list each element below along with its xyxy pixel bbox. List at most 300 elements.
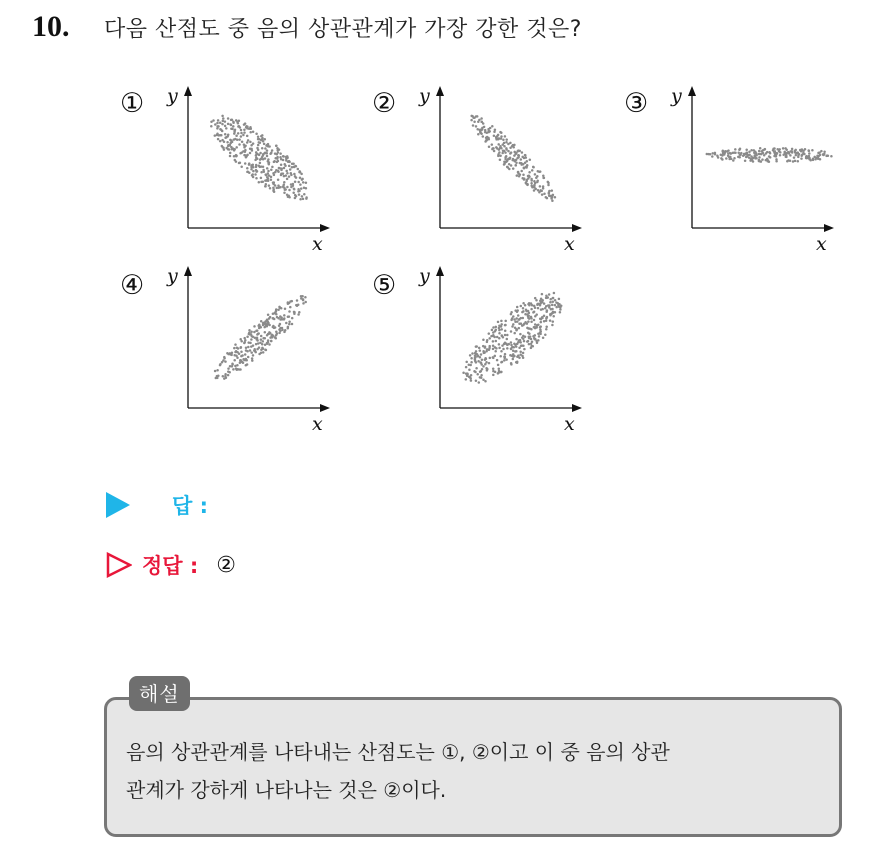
scatter-point <box>302 298 305 301</box>
scatter-point <box>229 365 232 368</box>
scatter-point <box>238 162 241 165</box>
scatter-point <box>297 188 300 191</box>
scatter-point <box>763 154 766 157</box>
scatter-point <box>470 361 473 364</box>
scatter-point <box>541 193 544 196</box>
scatter-point <box>269 336 272 339</box>
scatter-point <box>224 136 227 139</box>
explanation-line-2: 관계가 강하게 나타나는 것은 ②이다. <box>126 778 447 802</box>
scatter-point <box>481 127 484 129</box>
scatter-point <box>494 350 497 353</box>
scatter-point <box>475 115 478 118</box>
scatter-points <box>706 147 833 163</box>
scatter-point <box>285 170 288 173</box>
scatter-point <box>553 292 556 295</box>
scatter-point <box>487 130 490 133</box>
scatter-point <box>236 368 239 371</box>
scatter-point <box>482 379 485 382</box>
scatter-point <box>481 358 484 361</box>
scatter-point <box>275 331 278 334</box>
scatter-point <box>544 307 547 310</box>
scatter-point <box>250 331 253 334</box>
scatter-point <box>239 368 242 371</box>
scatter-point <box>471 352 474 355</box>
scatter-point <box>214 134 217 137</box>
scatter-point <box>296 299 299 302</box>
scatter-point <box>505 155 508 158</box>
scatter-point <box>720 153 723 156</box>
scatter-point <box>298 171 301 174</box>
scatter-point <box>503 150 506 153</box>
scatter-point <box>249 147 252 150</box>
scatter-point <box>275 169 278 172</box>
scatter-point <box>475 353 478 356</box>
scatter-point <box>258 323 261 326</box>
scatter-point <box>499 131 502 134</box>
scatter-point <box>502 139 505 142</box>
scatter-point <box>559 311 562 314</box>
scatter-point <box>506 338 509 341</box>
scatter-point <box>759 147 762 150</box>
scatter-point <box>268 343 271 346</box>
scatter-point <box>515 328 518 331</box>
filled-triangle-icon <box>106 492 130 518</box>
scatter-point <box>288 321 291 324</box>
scatter-point <box>552 301 555 304</box>
scatter-point <box>528 332 531 335</box>
scatter-point <box>240 340 243 343</box>
scatter-point <box>798 153 801 156</box>
scatter-point <box>223 148 226 151</box>
scatter-point <box>548 304 551 307</box>
scatter-point <box>257 342 260 345</box>
scatter-point <box>284 307 287 310</box>
scatter-point <box>260 181 263 184</box>
scatter-points <box>214 295 307 380</box>
scatter-point <box>778 150 781 153</box>
scatter-point <box>289 306 292 309</box>
scatter-point <box>754 157 757 160</box>
scatter-point <box>731 152 734 155</box>
answer-blank-label: 답 : <box>172 494 208 518</box>
scatter-point <box>279 152 282 155</box>
scatter-point <box>495 326 498 329</box>
y-axis-label: y <box>419 265 430 287</box>
scatter-point <box>513 332 516 335</box>
scatter-point <box>503 343 506 346</box>
scatter-plot-3 <box>671 85 884 268</box>
scatter-point <box>479 349 482 352</box>
scatter-point <box>524 321 527 324</box>
scatter-point <box>480 374 483 377</box>
scatter-point <box>497 364 500 367</box>
scatter-point <box>788 152 791 155</box>
explanation-tag: 해설 <box>129 676 190 711</box>
scatter-point <box>249 131 252 134</box>
scatter-point <box>268 332 271 335</box>
scatter-point <box>519 350 522 353</box>
scatter-point <box>226 352 229 355</box>
scatter-point <box>229 123 232 126</box>
scatter-point <box>526 165 529 168</box>
scatter-point <box>232 368 235 371</box>
scatter-point <box>285 322 288 325</box>
scatter-point <box>259 158 262 161</box>
scatter-point <box>819 158 822 161</box>
scatter-point <box>496 336 499 339</box>
scatter-point <box>275 145 278 148</box>
scatter-point <box>253 325 256 328</box>
scatter-point <box>260 177 263 180</box>
scatter-point <box>264 185 267 188</box>
scatter-point <box>773 155 776 158</box>
scatter-point <box>262 153 265 156</box>
scatter-point <box>294 181 297 184</box>
x-axis-label: x <box>816 233 827 255</box>
scatter-point <box>734 148 737 151</box>
scatter-point <box>291 166 294 169</box>
scatter-point <box>519 353 522 356</box>
scatter-point <box>538 171 541 174</box>
scatter-point <box>251 149 254 152</box>
scatter-point <box>245 346 248 349</box>
scatter-point <box>274 152 277 155</box>
scatter-point <box>498 327 501 330</box>
scatter-point <box>709 153 712 156</box>
scatter-point <box>733 157 736 160</box>
scatter-point <box>539 189 542 192</box>
scatter-point <box>532 345 535 348</box>
scatter-point <box>498 337 501 340</box>
scatter-point <box>217 119 220 122</box>
scatter-point <box>548 190 551 193</box>
scatter-point <box>795 154 798 157</box>
scatter-point <box>549 301 552 304</box>
scatter-point <box>500 328 503 331</box>
scatter-point <box>518 357 521 360</box>
scatter-point <box>512 358 515 361</box>
scatter-point <box>523 340 526 343</box>
scatter-point <box>305 182 308 185</box>
scatter-point <box>237 122 240 125</box>
scatter-point <box>516 309 519 312</box>
scatter-point <box>485 136 488 139</box>
scatter-plot-1-svg <box>167 85 340 258</box>
scatter-point <box>554 196 557 199</box>
scatter-point <box>544 334 547 337</box>
scatter-point <box>720 157 723 160</box>
scatter-point <box>540 308 543 311</box>
scatter-point <box>234 159 237 162</box>
scatter-point <box>304 301 307 304</box>
scatter-point <box>545 325 548 328</box>
scatter-point <box>244 144 247 147</box>
scatter-point <box>479 356 482 359</box>
scatter-point <box>479 371 482 374</box>
scatter-point <box>269 316 272 319</box>
scatter-point <box>297 313 300 316</box>
scatter-point <box>517 171 520 174</box>
scatter-point <box>762 149 765 152</box>
scatter-point <box>259 152 262 155</box>
scatter-point <box>552 315 555 318</box>
scatter-point <box>534 297 537 300</box>
scatter-point <box>264 331 267 334</box>
scatter-point <box>462 372 465 375</box>
scatter-point <box>514 320 517 323</box>
scatter-point <box>269 187 272 190</box>
scatter-point <box>805 157 808 160</box>
scatter-point <box>297 190 300 193</box>
scatter-point <box>260 338 263 341</box>
scatter-point <box>245 349 248 352</box>
scatter-point <box>534 338 537 341</box>
scatter-point <box>243 123 246 126</box>
scatter-point <box>260 351 263 354</box>
scatter-point <box>228 371 231 374</box>
scatter-point <box>288 189 291 192</box>
scatter-point <box>283 192 286 195</box>
scatter-point <box>758 160 761 163</box>
scatter-point <box>247 356 250 359</box>
scatter-point <box>797 160 800 163</box>
scatter-point <box>473 120 476 123</box>
scatter-point <box>234 128 237 131</box>
scatter-point <box>496 138 499 141</box>
scatter-point <box>286 178 289 181</box>
scatter-point <box>299 177 302 180</box>
scatter-point <box>227 367 230 370</box>
scatter-point <box>493 134 496 137</box>
scatter-point <box>303 193 306 196</box>
scatter-point <box>830 155 833 158</box>
scatter-point <box>262 340 265 343</box>
scatter-point <box>552 297 555 300</box>
scatter-point <box>281 329 284 332</box>
scatter-point <box>752 157 755 160</box>
scatter-point <box>537 339 540 342</box>
scatter-point <box>221 145 224 148</box>
option-3-label[interactable]: ③ <box>624 88 649 119</box>
scatter-point <box>513 154 516 157</box>
scatter-point <box>243 154 246 157</box>
scatter-point <box>261 147 264 150</box>
scatter-point <box>552 320 555 323</box>
scatter-point <box>784 147 787 150</box>
scatter-point <box>808 152 811 155</box>
scatter-point <box>257 144 260 147</box>
scatter-point <box>497 143 500 146</box>
scatter-point <box>748 154 751 157</box>
scatter-point <box>494 346 497 349</box>
scatter-point <box>287 301 290 304</box>
scatter-point <box>503 161 506 164</box>
scatter-point <box>779 154 782 157</box>
option-1-label[interactable]: ① <box>120 88 145 119</box>
scatter-point <box>266 319 269 322</box>
scatter-point <box>495 340 498 343</box>
scatter-point <box>290 183 293 186</box>
scatter-point <box>522 338 525 341</box>
scatter-point <box>498 151 501 154</box>
scatter-point <box>250 164 253 167</box>
scatter-point <box>532 335 535 338</box>
scatter-point <box>465 361 468 364</box>
scatter-point <box>231 363 234 366</box>
scatter-point <box>510 355 513 358</box>
scatter-point <box>504 355 507 358</box>
scatter-point <box>302 181 305 184</box>
scatter-point <box>748 151 751 154</box>
scatter-point <box>521 311 524 314</box>
scatter-point <box>530 342 533 345</box>
scatter-point <box>543 315 546 318</box>
scatter-point <box>482 345 485 348</box>
scatter-point <box>522 307 525 310</box>
scatter-point <box>502 336 505 339</box>
scatter-point <box>528 304 531 307</box>
scatter-point <box>214 370 217 373</box>
scatter-point <box>509 152 512 155</box>
scatter-point <box>470 119 473 122</box>
scatter-point <box>268 184 271 187</box>
scatter-point <box>270 152 273 155</box>
scatter-points <box>210 115 308 201</box>
scatter-point <box>249 349 252 352</box>
scatter-point <box>532 311 535 314</box>
option-5-label[interactable]: ⑤ <box>372 270 397 301</box>
scatter-point <box>219 121 222 124</box>
scatter-point <box>266 167 269 170</box>
scatter-point <box>276 156 279 159</box>
scatter-point <box>793 156 796 159</box>
scatter-point <box>264 344 267 347</box>
scatter-point <box>541 299 544 302</box>
scatter-point <box>533 189 536 192</box>
scatter-point <box>551 200 554 203</box>
option-4-label[interactable]: ④ <box>120 270 145 301</box>
scatter-point <box>298 311 301 314</box>
scatter-point <box>545 328 548 331</box>
hollow-triangle-icon <box>106 552 132 578</box>
scatter-point <box>261 134 264 137</box>
scatter-point <box>555 301 558 304</box>
scatter-point <box>500 323 503 326</box>
scatter-point <box>224 125 227 128</box>
scatter-point <box>234 365 237 368</box>
scatter-point <box>537 189 540 192</box>
scatter-point <box>295 165 298 168</box>
scatter-point <box>288 161 291 164</box>
scatter-point <box>480 117 483 120</box>
scatter-point <box>518 327 521 330</box>
scatter-point <box>492 335 495 338</box>
scatter-point <box>238 352 241 355</box>
scatter-point <box>794 151 797 154</box>
scatter-point <box>276 187 279 190</box>
scatter-point <box>479 132 482 135</box>
scatter-point <box>491 329 494 332</box>
scatter-point <box>739 148 742 151</box>
scatter-point <box>215 377 218 380</box>
scatter-point <box>546 309 549 312</box>
scatter-point <box>468 369 471 372</box>
scatter-point <box>551 195 554 198</box>
scatter-plot-4-svg <box>167 265 340 438</box>
scatter-point <box>252 142 255 145</box>
scatter-point <box>272 317 275 320</box>
scatter-point <box>520 317 523 320</box>
scatter-point <box>247 139 250 142</box>
scatter-point <box>231 119 234 122</box>
scatter-point <box>536 179 539 182</box>
scatter-point <box>711 155 714 158</box>
scatter-point <box>541 317 544 320</box>
scatter-point <box>526 327 529 330</box>
scatter-point <box>475 125 478 128</box>
scatter-point <box>498 347 501 350</box>
option-2-label[interactable]: ② <box>372 88 397 119</box>
scatter-point <box>224 373 227 376</box>
scatter-point <box>278 324 281 327</box>
scatter-point <box>272 181 275 184</box>
scatter-point <box>251 174 254 177</box>
scatter-point <box>516 174 519 177</box>
scatter-point <box>558 303 561 306</box>
scatter-point <box>520 162 523 165</box>
scatter-point <box>520 322 523 325</box>
scatter-point <box>266 342 269 345</box>
scatter-point <box>282 155 285 158</box>
scatter-point <box>251 357 254 360</box>
scatter-point <box>270 179 273 182</box>
scatter-point <box>545 196 548 199</box>
scatter-point <box>266 155 269 158</box>
scatter-point <box>254 159 257 162</box>
scatter-point <box>497 155 500 158</box>
scatter-point <box>254 173 257 176</box>
scatter-point <box>268 174 271 177</box>
scatter-point <box>488 145 491 148</box>
scatter-point <box>235 154 238 157</box>
scatter-point <box>266 176 269 179</box>
scatter-point <box>539 328 542 331</box>
x-axis-arrow-icon <box>572 224 582 232</box>
scatter-point <box>222 120 225 123</box>
scatter-point <box>510 319 512 322</box>
scatter-point <box>289 168 292 171</box>
scatter-point <box>267 170 270 173</box>
scatter-point <box>526 179 529 182</box>
scatter-point <box>547 184 550 187</box>
scatter-point <box>267 313 270 316</box>
scatter-point <box>489 357 492 360</box>
scatter-point <box>498 332 501 335</box>
scatter-point <box>520 305 523 308</box>
scatter-point <box>486 341 489 344</box>
scatter-point <box>469 354 472 357</box>
scatter-point <box>554 299 557 302</box>
scatter-point <box>227 117 230 120</box>
scatter-point <box>791 148 794 151</box>
scatter-point <box>552 311 555 314</box>
scatter-point <box>525 156 528 159</box>
scatter-point <box>241 140 244 143</box>
scatter-point <box>302 198 305 201</box>
scatter-point <box>484 140 487 143</box>
scatter-point <box>252 344 255 347</box>
scatter-point <box>516 360 519 363</box>
